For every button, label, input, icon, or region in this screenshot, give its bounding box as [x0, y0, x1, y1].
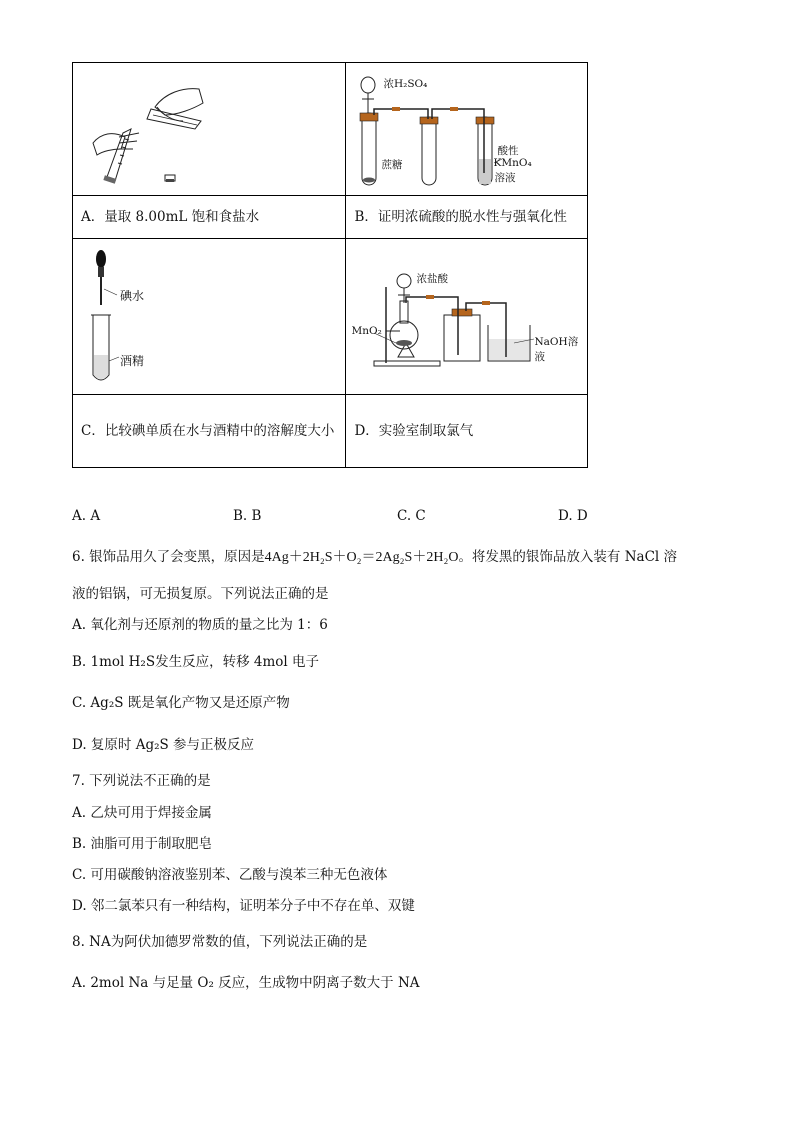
label-sugar: 蔗糖	[381, 159, 403, 171]
choice-b: B. B	[233, 508, 262, 524]
label-conc-hcl: 浓盐酸	[416, 273, 448, 285]
iodine-dropper-figure	[73, 239, 346, 394]
label-naoh: NaOH溶液	[534, 336, 579, 363]
label-kmno4-1: 酸性	[497, 145, 519, 157]
q6-option-d: D. 复原时 Ag₂S 参与正极反应	[72, 737, 255, 753]
q7-option-d: D. 邻二氯苯只有一种结构，证明苯分子中不存在单、双键	[72, 898, 415, 914]
choice-d: D. D	[558, 508, 588, 524]
q7-stem: 7. 下列说法不正确的是	[72, 773, 211, 789]
q8-stem: 8. NA为阿伏加德罗常数的值，下列说法正确的是	[72, 934, 368, 950]
q6-stem-line2: 液的铝锅，可无损复原。下列说法正确的是	[72, 586, 329, 602]
label-kmno4-2: KMnO₄	[493, 157, 532, 169]
label-mno2: MnO₂	[351, 325, 382, 337]
q6-stem-pre: 6. 银饰品用久了会变黑，原因是	[72, 549, 265, 565]
q6-option-b: B. 1mol H₂S发生反应，转移 4mol 电子	[72, 654, 319, 670]
choice-c: C. C	[397, 508, 426, 524]
q6-option-a: A. 氧化剂与还原剂的物质的量之比为 1：6	[72, 617, 328, 633]
caption-c: C．比较碘单质在水与酒精中的溶解度大小	[73, 395, 346, 468]
q6-option-c: C. Ag₂S 既是氧化产物又是还原产物	[72, 695, 290, 711]
q6-stem-post: 。将发黑的银饰品放入装有 NaCl 溶	[458, 549, 678, 565]
caption-d: D．实验室制取氯气	[346, 395, 588, 468]
cylinder-pouring-figure	[73, 63, 346, 195]
choice-a: A. A	[72, 508, 101, 524]
caption-b: B．证明浓硫酸的脱水性与强氧化性	[346, 196, 588, 239]
chlorine-apparatus-figure	[346, 239, 587, 394]
q7-option-b: B. 油脂可用于制取肥皂	[72, 836, 213, 852]
figure-a-cell	[73, 63, 346, 196]
label-conc-h2so4: 浓H₂SO₄	[383, 78, 428, 90]
caption-a: A．量取 8.00mL 饱和食盐水	[73, 196, 346, 239]
q6-equation: 4Ag＋2H₂S＋O₂＝2Ag₂S＋2H₂O	[264, 550, 459, 565]
options-table	[72, 62, 588, 468]
figure-c-cell	[73, 239, 346, 395]
figure-d-cell	[346, 239, 588, 395]
q7-option-c: C. 可用碳酸钠溶液鉴别苯、乙酸与溴苯三种无色液体	[72, 867, 388, 883]
q7-option-a: A. 乙炔可用于焊接金属	[72, 805, 212, 821]
label-alcohol: 酒精	[120, 354, 145, 368]
label-kmno4-3: 溶液	[494, 172, 516, 184]
label-iodine-water: 碘水	[120, 289, 145, 303]
figure-b-cell	[346, 63, 588, 196]
q6-stem-line1	[72, 545, 677, 566]
q8-option-a: A. 2mol Na 与足量 O₂ 反应，生成物中阴离子数大于 NA	[72, 975, 420, 991]
